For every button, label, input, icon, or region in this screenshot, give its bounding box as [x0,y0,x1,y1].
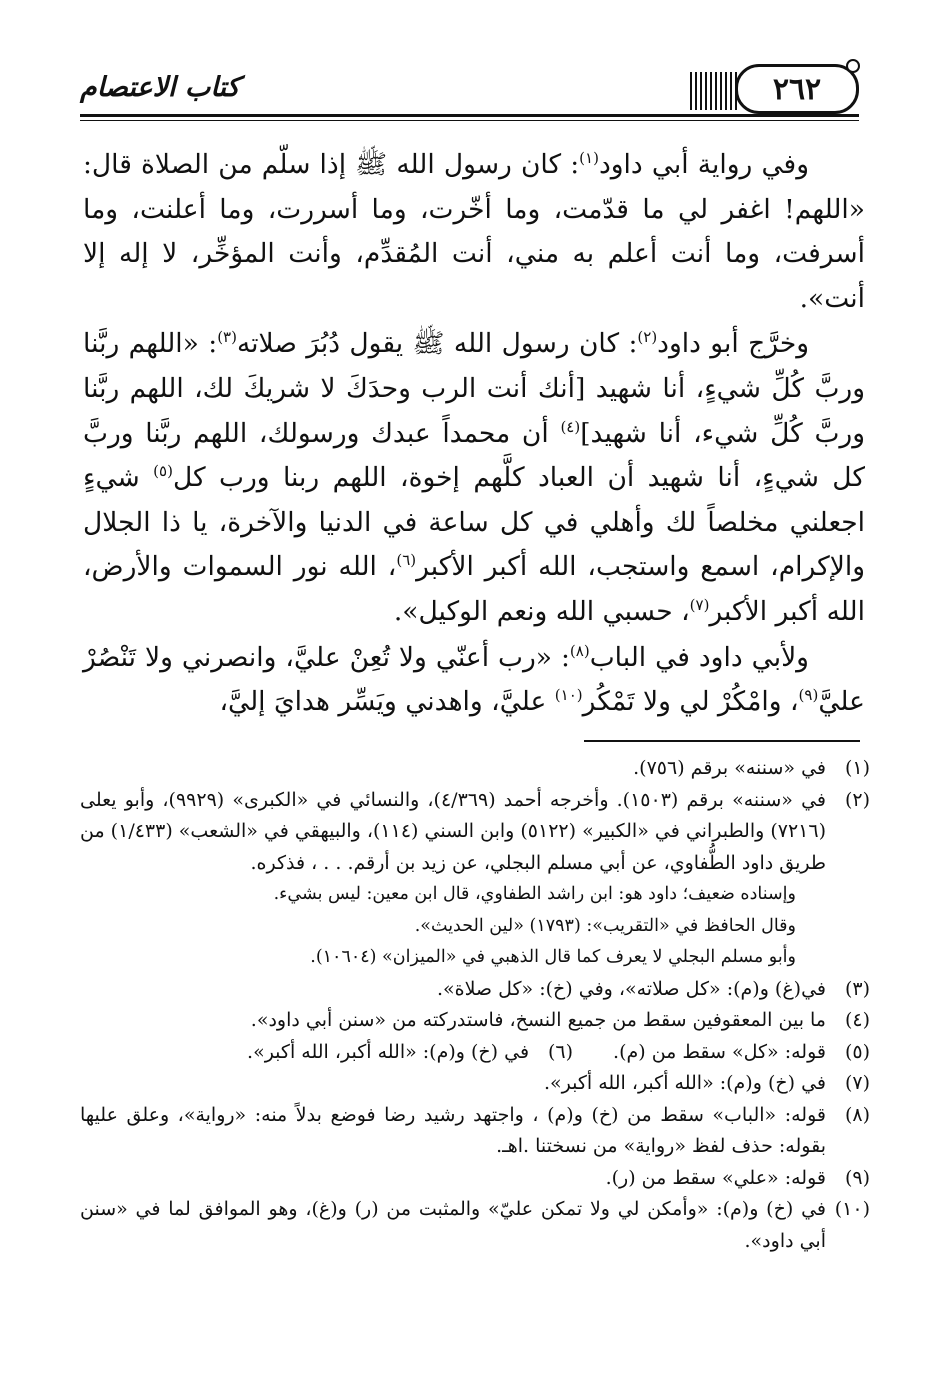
footnote-ref: (٥) [153,462,173,481]
footnote-number: (٧) [844,1072,870,1094]
paragraph-text: أن محمداً عبدك ورسولك، اللهم ربَّنا وربَّ كل شيءٍ، أنا شهيد أن العباد كلَّهم إخوة، اللهم ربنا ورب كل [83,417,865,494]
footnote-subtext: وإسناده ضعيف؛ داود هو: ابن راشد الطفاوي، قال ابن معين: ليس بشيء. [273,884,796,904]
footnote-text: قوله: «الباب» سقط من (خ) و(م) ، واجتهد رشيد رضا فوضع بدلاً منه: «رواية»، وعلق عليها بقوله: حذف لفظ «رواية» من نسختنا .اهـ. [80,1103,826,1157]
footnote-number: (٦) [547,1040,574,1063]
paragraph-text: ، الله نور السموات والأرض، الله أكبر الأكبر [83,551,865,627]
footnote [80,974,870,1006]
footnote [80,1163,870,1195]
footnote-number: (٥) [844,1040,870,1063]
footnote [80,753,870,785]
footnote-text: في «سننه» برقم (٧٥٦). [633,757,826,779]
footnote-number: (٩) [844,1166,870,1189]
footnote-subtext: وقال الحافظ في «التقريب»: (١٧٩٣) «لين الحديث». [414,915,796,936]
paragraph-text: عليَّ، واهدني ويَسِّر هدايَ إليَّ، [219,686,555,718]
footnote-text: ما بين المعقوفين سقط من جميع النسخ، فاستدركته من «سنن أبي داود». [250,1009,826,1031]
footnote-ref: (٣) [217,328,237,347]
paragraph-text: : كان رسول الله ﷺ يقول دُبُرَ صلاته [236,328,638,360]
footnote-text: في «سننه» برقم (١٥٠٣). وأخرجه أحمد (٤/٣٦٩)، والنسائي في «الكبرى» (٩٩٢٩)، وأبو يعلى (٧٢١٦) والطبراني في «الكبير» (٥١٢٢) وابن السني (١١٤)، والبيهقي في «الشعب» (١/٤٣٣) من طريق داود الطُّفاوي، عن أبي مسلم البجلي، عن زيد بن أرقم. . . ، فذكره. [80,788,826,874]
main-text [83,143,865,726]
footnote-number: (٤) [844,1009,870,1031]
paragraph-text: وخرَّج أبو داود [657,328,809,360]
paragraph [83,143,865,321]
badge-ornament-dot [846,59,860,73]
footnote-number: (٨) [844,1103,870,1126]
footnote-text: قوله: «علي» سقط من (ر). [605,1166,826,1189]
paragraph-text: : «رب أعنّي ولا تُعِنْ عليَّ، وانصرني ولا تَنْصُرْ عليَّ [83,641,865,718]
footnote-text: في (خ) و(م): «وأمكن لي ولا تمكن عليّ» والمثبت من (ر) و(غ)، وهو الموافق لما في «سنن أبي داود». [80,1198,826,1252]
footnote-ref: (٤) [560,417,581,436]
footnote-text: قوله: «كل» سقط من (م). [613,1040,826,1063]
footnote [80,1068,870,1100]
footnote-text: في (خ) و(م): «الله أكبر، الله أكبر». [247,1040,530,1063]
footnote-number: (١٠) [834,1198,870,1220]
page-header [80,62,859,124]
page-number-badge [735,64,859,114]
header-rule-thin [80,120,859,121]
footnote-number: (٣) [844,977,870,1000]
paragraph-text: : كان رسول الله ﷺ إذا سلّم من الصلاة قال: «اللهم! اغفر لي ما قدّمت، وما أخّرت، وما أسررت، وما أعلنت، وما أسرفت، وما أنت أعلم به مني، أنت المُقدِّم، وأنت المؤخِّر، لا إله إلا أنت». [83,149,865,314]
footnote [80,1194,870,1257]
footnote [80,1005,870,1037]
footnote-ref: (٢) [637,328,658,347]
footnote-ref: (٧) [689,595,710,614]
footnote-ref: (١٠) [554,686,583,705]
footnote-ref: (٩) [798,686,819,705]
footnote-ref: (١) [579,149,599,167]
footnote [80,1100,870,1163]
footnote-number: (١) [844,757,870,779]
footnote-ref: (٨) [569,641,590,660]
paragraph-text: : «اللهم ربَّنا وربَّ كُلِّ شيءٍ، أنا شهيد [أنك أنت الرب وحدَكَ لا شريكَ لك، اللهم ربَّنا وربَّ كُلِّ شيء، أنا شهيد] [83,328,866,449]
book-title: كتاب الاعتصام [80,72,240,103]
footnotes [80,753,870,1257]
page-number: ٢٦٢ [772,71,822,107]
paragraph-text: وفي رواية أبي داود [598,149,810,180]
footnote-text: في (خ) و(م): «الله أكبر، الله أكبر». [543,1072,826,1094]
paragraph-text: شيءٍ اجعلني مخلصاً لك وأهلي في كل ساعة في الدنيا والآخرة، يا ذا الجلال والإكرام، اسمع واستجب، الله أكبر الأكبر [83,462,865,583]
paragraph-text: ، حسبي الله ونعم الوكيل». [393,595,690,627]
paragraph-text: ولأبي داود في الباب [589,641,809,673]
footnote-number: (٢) [844,788,870,811]
header-rule [80,114,859,117]
footnote [80,785,870,974]
paragraph [83,636,865,725]
footnote-text: في(غ) و(م): «كل صلاته»، وفي (خ): «كل صلاة». [436,977,826,1000]
footnote [613,1037,870,1069]
footnote-pair [80,1037,870,1069]
footnote-subtext: وأبو مسلم البجلي لا يعرف كما قال الذهبي في «الميزان» (١٠٦٠٤). [310,947,796,967]
footnote-ref: (٦) [396,551,417,570]
footnote-separator [584,740,860,742]
footnote [247,1037,573,1069]
paragraph-text: ، وامْكُرْ لي ولا تَمْكُر [582,686,799,718]
paragraph [83,322,865,634]
header-ornament [689,72,737,110]
